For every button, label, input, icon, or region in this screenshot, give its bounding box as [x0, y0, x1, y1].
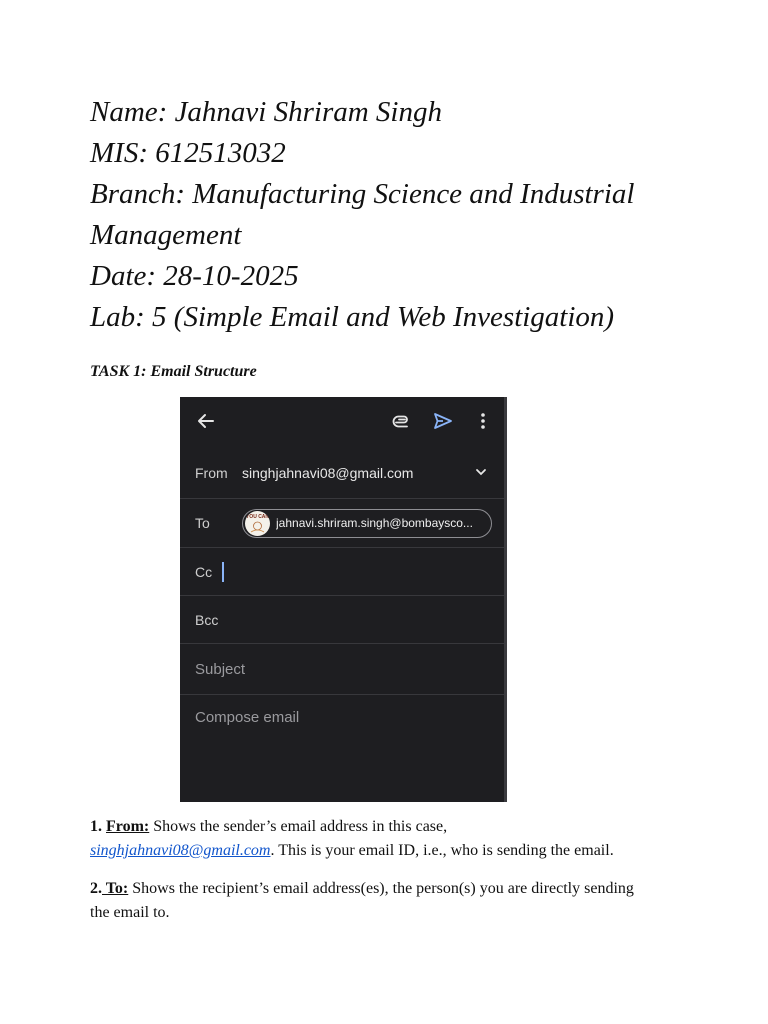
chevron-down-icon[interactable]: [471, 462, 491, 482]
sender-email-link[interactable]: singhjahnavi08@gmail.com: [90, 842, 271, 859]
from-label: From: [195, 465, 228, 481]
to-row[interactable]: [180, 498, 504, 547]
arrow-left-icon[interactable]: [194, 409, 218, 433]
to-label: To: [195, 515, 210, 531]
paperclip-icon[interactable]: [391, 409, 415, 433]
student-branch-line1: Branch: Manufacturing Science and Industrial: [90, 178, 635, 210]
student-mis: MIS: 612513032: [90, 137, 286, 169]
subject-placeholder: Subject: [195, 661, 246, 678]
to-term: To:: [102, 880, 129, 897]
compose-body-field[interactable]: [180, 694, 504, 802]
task1-title: TASK 1: Email Structure: [90, 363, 257, 380]
from-term: From:: [106, 818, 150, 835]
lab-title: Lab: 5 (Simple Email and Web Investigation): [90, 301, 615, 333]
bcc-row[interactable]: [180, 595, 504, 643]
from-text-before: Shows the sender’s email address in this case,: [149, 818, 448, 835]
student-details: [90, 92, 750, 338]
avatar: [245, 511, 270, 536]
cc-label: Cc: [195, 564, 213, 580]
to-text: Shows the recipient’s email address(es), the person(s) you are directly sending the email to.: [90, 880, 634, 921]
compose-toolbar: [180, 397, 504, 445]
student-branch-line2: Management: [90, 219, 242, 251]
bcc-label: Bcc: [195, 612, 219, 628]
explanation-to: [90, 877, 650, 925]
send-icon[interactable]: [431, 409, 455, 433]
item-number: 1.: [90, 818, 102, 835]
avatar-text: YOU CAN: [245, 514, 270, 520]
submission-date: Date: 28-10-2025: [90, 260, 299, 292]
item-number: 2.: [90, 880, 102, 897]
student-name: Name: Jahnavi Shriram Singh: [90, 96, 442, 128]
subject-field[interactable]: [180, 643, 504, 694]
cc-row[interactable]: [180, 547, 504, 595]
more-vert-icon[interactable]: [471, 409, 495, 433]
from-address: singhjahnavi08@gmail.com: [242, 465, 414, 481]
explanation-from: [90, 815, 690, 863]
compose-placeholder: Compose email: [195, 709, 300, 726]
from-row[interactable]: [180, 449, 504, 498]
from-text-after: . This is your email ID, i.e., who is sending the email.: [270, 842, 614, 859]
text-cursor: [222, 562, 224, 582]
recipient-chip[interactable]: [242, 509, 492, 538]
email-compose-screenshot: [180, 397, 507, 802]
recipient-address: jahnavi.shriram.singh@bombaysco...: [276, 516, 473, 530]
